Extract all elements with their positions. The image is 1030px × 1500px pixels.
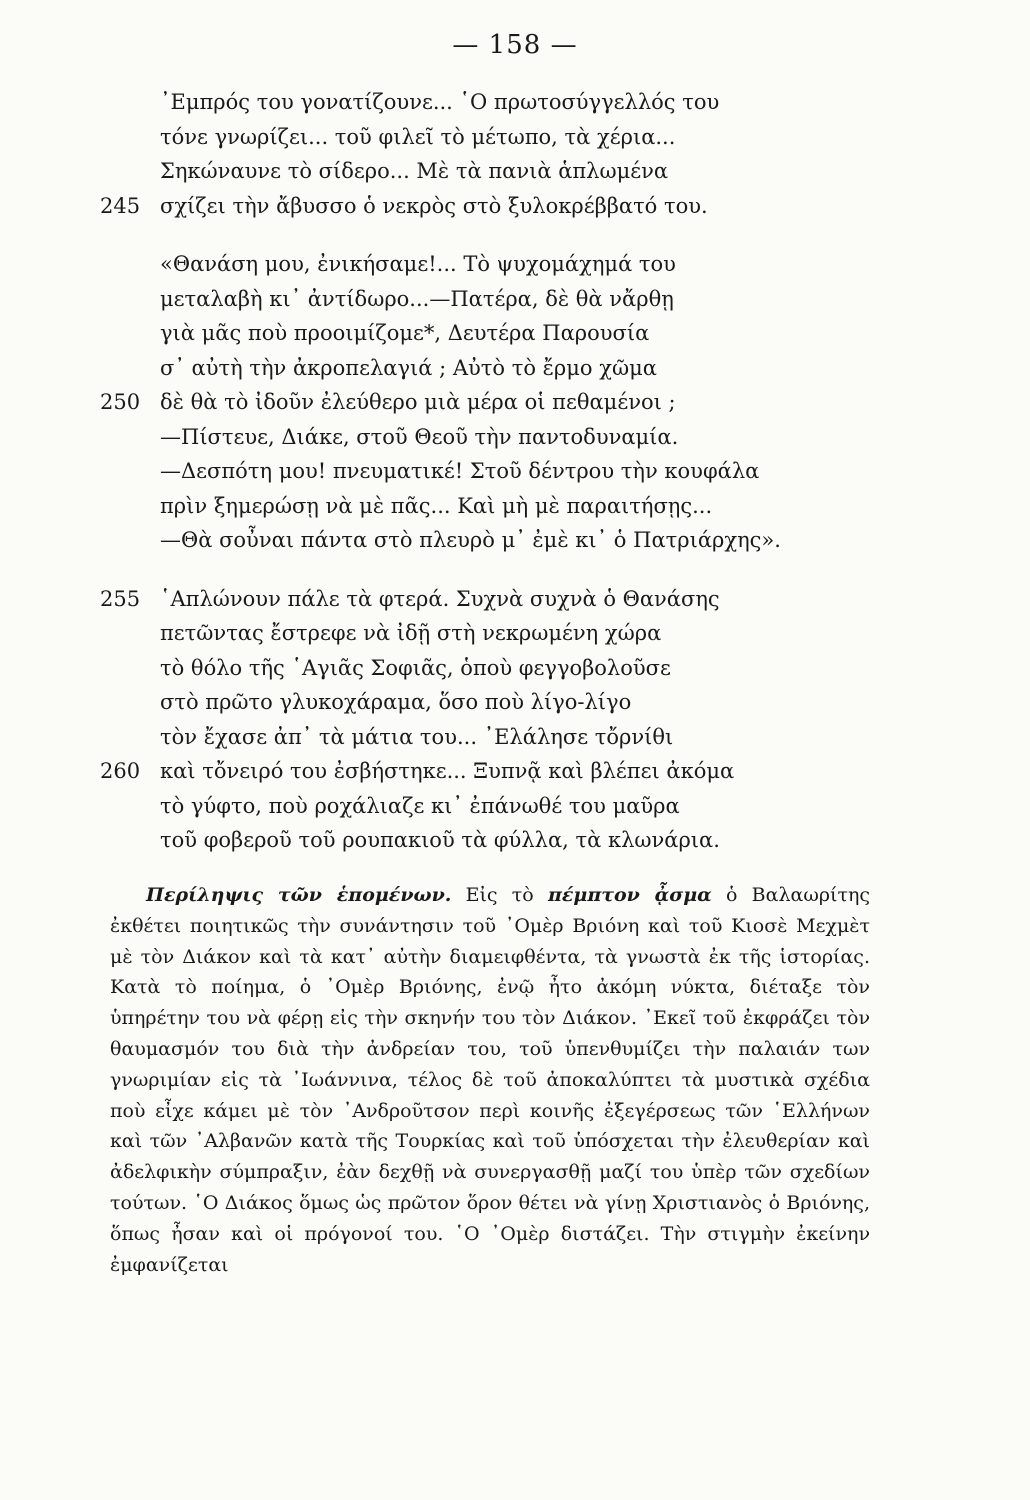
poem-line	[100, 651, 940, 686]
line-text: σ᾿ αὐτὴ τὴν ἀκροπελαγιά ; Αὐτὸ τὸ ἔρμο χῶμα	[160, 355, 657, 380]
stanza-gap	[100, 223, 940, 247]
poem-line	[100, 720, 940, 755]
poem-line	[100, 489, 940, 524]
poem-line	[100, 454, 940, 489]
line-number: 255	[100, 586, 141, 611]
line-text: μεταλαβὴ κι᾿ ἀντίδωρο...—Πατέρα, δὲ θὰ νἄρθῃ	[160, 286, 674, 311]
line-text: τοῦ φοβεροῦ τοῦ ρουπακιοῦ τὰ φύλλα, τὰ κλωνάρια.	[160, 828, 720, 852]
page-number: — 158 —	[452, 30, 578, 60]
line-number: 260	[100, 759, 141, 783]
poem-line	[100, 523, 940, 558]
poem-line	[100, 754, 940, 789]
line-text: πρὶν ξημερώσῃ νὰ μὲ πᾶς... Καὶ μὴ μὲ παραιτήσῃς...	[160, 493, 713, 518]
line-text: Σηκώναυνε τὸ σίδερο... Μὲ τὰ πανιὰ ἁπλωμένα	[160, 159, 669, 183]
poem-line	[100, 120, 940, 155]
line-text: καὶ τὄνειρό του ἐσβήστηκε... Ξυπνᾷ καὶ βλέπει ἀκόμα	[160, 759, 735, 783]
summary-emphasis: πέμπτον ᾆσμα	[547, 884, 712, 906]
summary-paragraph	[110, 880, 870, 1280]
line-text: ῾Απλώνουν πάλε τὰ φτερά. Συχνὰ συχνὰ ὁ Θανάσης	[160, 586, 720, 611]
poem-line	[100, 823, 940, 858]
poem-line	[100, 351, 940, 386]
line-text: —Θὰ σοὖναι πάντα στὸ πλευρὸ μ᾿ ἐμὲ κι᾿ ὁ Πατριάρχης».	[160, 528, 781, 552]
line-text: τὸ θόλο τῆς ῾Αγιᾶς Σοφιᾶς, ὁποὺ φεγγοβολοῦσε	[160, 655, 671, 680]
summary-title: Περίληψις τῶν ἑπομένων.	[146, 884, 452, 906]
line-text: τὸ γύφτο, ποὺ ροχάλιαζε κι᾿ ἐπάνωθέ του μαῦρα	[160, 793, 680, 818]
poem-line	[100, 316, 940, 351]
poem-line	[100, 247, 940, 282]
line-number: 250	[100, 390, 141, 414]
line-number: 245	[100, 193, 141, 218]
poem	[100, 85, 940, 858]
poem-line	[100, 582, 940, 617]
stanza-2	[100, 247, 940, 558]
poem-line	[100, 685, 940, 720]
poem-line	[100, 282, 940, 317]
line-text: σχίζει τὴν ἄβυσσο ὁ νεκρὸς στὸ ξυλοκρέββατό του.	[160, 193, 708, 218]
line-text: πετῶντας ἔστρεφε νὰ ἰδῇ στὴ νεκρωμένη χώρα	[160, 621, 662, 645]
line-text: στὸ πρῶτο γλυκοχάραμα, ὅσο ποὺ λίγο-λίγο	[160, 690, 632, 714]
poem-line	[100, 385, 940, 420]
line-text: —Πίστευε, Διάκε, στοῦ Θεοῦ τὴν παντοδυναμία.	[160, 424, 679, 449]
poem-line	[100, 420, 940, 455]
poem-line	[100, 616, 940, 651]
poem-line	[100, 85, 940, 120]
summary-text-part-2: ὁ Βαλαωρίτης ἐκθέτει ποιητικῶς τὴν συνάντησιν τοῦ ᾿Ομὲρ Βριόνη καὶ τοῦ Κιοσὲ Μεχμὲτ μὲ τὸν Διάκον καὶ τὰ κατ᾿ αὐτὴν διαμειφθέντα, τὰ γνωστὰ ἐκ τῆς ἱστορίας. Κατὰ τὸ ποίημα, ὁ ᾿Ομὲρ Βριόνης, ἐνῷ ἦτο ἀκόμη νύκτα, διέταξε τὸν ὑπηρέτην του νὰ φέρῃ εἰς τὴν σκηνήν του τὸν Διάκον. ᾿Εκεῖ τοῦ ἐκφράζει τὸν θαυμασμόν του διὰ τὴν ἀνδρείαν του, τοῦ ὑπενθυμίζει τὴν παλαιάν των γνωριμίαν εἰς τὰ ᾿Ιωάννινα, τέλος δὲ τοῦ ἀποκαλύπτει τὰ μυστικὰ σχέδια ποὺ εἶχε κάμει μὲ τὸν ᾿Ανδροῦτσον περὶ κοινῆς ἐξεγέρσεως τῶν ῾Ελλήνων καὶ τῶν ᾿Αλβανῶν κατὰ τῆς Τουρκίας καὶ τοῦ ὑπόσχεται τὴν ἐλευθερίαν καὶ ἀδελφικὴν σύμπραξιν, ἐὰν δεχθῇ νὰ συνεργασθῇ μαζί του ὑπὲρ τῶν σχεδίων τούτων. ῾Ο Διάκος ὅμως ὡς πρῶτον ὅρον θέτει νὰ γίνῃ Χριστιανὸς ὁ Βριόνης, ὅπως ἦσαν καὶ οἱ πρόγονοί του. ῾Ο ᾿Ομὲρ διστάζει. Τὴν στιγμὴν ἐκείνην ἐμφανίζεται	[110, 884, 870, 1276]
line-text: τὸν ἔχασε ἀπ᾿ τὰ μάτια του... ᾿Ελάλησε τὄρνίθι	[160, 724, 674, 749]
line-text: γιὰ μᾶς ποὺ προοιμίζομε*, Δευτέρα Παρουσία	[160, 321, 650, 345]
stanza-gap	[100, 558, 940, 582]
line-text: —Δεσπότη μου! πνευματικέ! Στοῦ δέντρου τὴν κουφάλα	[160, 459, 760, 483]
poem-line	[100, 789, 940, 824]
stanza-3	[100, 582, 940, 858]
summary-text-part-1: Εἰς τὸ	[451, 884, 548, 906]
poem-line	[100, 189, 940, 224]
line-text: τόνε γνωρίζει... τοῦ φιλεῖ τὸ μέτωπο, τὰ χέρια...	[160, 124, 676, 149]
poem-line	[100, 154, 940, 189]
line-text: ᾿Εμπρός του γονατίζουνε... ῾Ο πρωτοσύγγελλός του	[160, 90, 720, 114]
line-text: «Θανάση μου, ἐνικήσαμε!... Τὸ ψυχομάχημά του	[160, 252, 676, 276]
stanza-1	[100, 85, 940, 223]
line-text: δὲ θὰ τὸ ἰδοῦν ἐλεύθερο μιὰ μέρα οἱ πεθαμένοι ;	[160, 390, 676, 414]
